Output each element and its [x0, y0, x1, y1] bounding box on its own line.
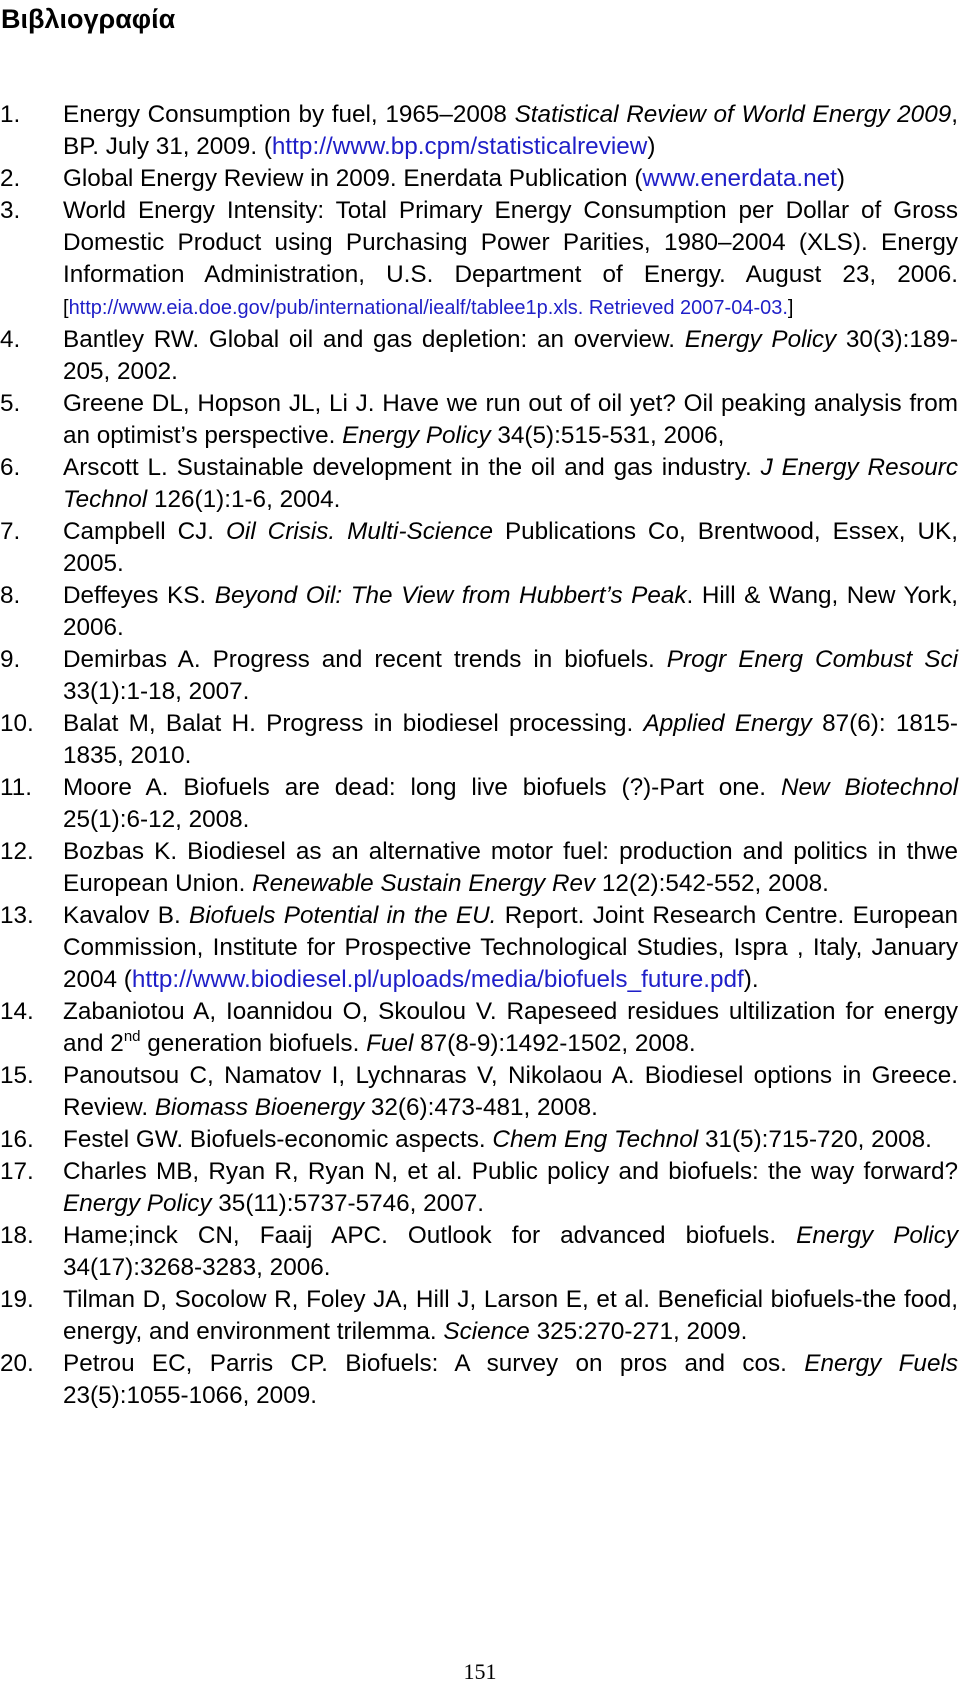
reference-text [63, 1060, 958, 1124]
reference-number: 16. [0, 1126, 34, 1153]
reference-text-segment: 126(1):1-6, 2004. [147, 486, 341, 513]
reference-text-segment: Arscott L. Sustainable development in the oil and gas industry. [63, 454, 761, 481]
reference-number: 5. [0, 390, 21, 417]
reference-text [63, 772, 958, 836]
reference-text [63, 708, 958, 772]
reference-italic-segment: Oil Crisis. [226, 518, 336, 545]
reference-text-segment: ) [647, 133, 656, 160]
reference-number: 19. [0, 1286, 34, 1313]
reference-list [0, 99, 958, 1412]
reference-text [63, 99, 958, 163]
reference-text [63, 195, 958, 324]
reference-italic-segment: Statistical Review of World Energy 2009 [514, 101, 952, 128]
reference-item [0, 644, 958, 708]
reference-item [0, 836, 958, 900]
reference-item [0, 195, 958, 324]
reference-text-segment: Greene DL, Hopson JL, Li J. Have we run out of oil yet? Oil peaking analysis from an optimist’s perspective. [63, 390, 958, 449]
reference-text-segment: Panoutsou C, Namatov I, Lychnaras V, Nikolaou A. Biodiesel options in Greece. Review. [63, 1062, 958, 1121]
reference-item [0, 708, 958, 772]
reference-text-segment: 12(2):542-552, 2008. [595, 870, 829, 897]
reference-number: 1. [0, 101, 21, 128]
reference-text-segment: 87(6): 1815-1835, 2010. [63, 710, 958, 769]
reference-text-segment: Charles MB, Ryan R, Ryan N, et al. Public policy and biofuels: the way forward? [63, 1158, 958, 1185]
reference-italic-segment: Beyond Oil: The View from Hubbert’s Peak [214, 582, 687, 609]
reference-item [0, 516, 958, 580]
reference-text-segment: Campbell CJ. [63, 518, 227, 545]
reference-item [0, 1060, 958, 1124]
reference-text-segment: Energy Consumption by fuel, 1965–2008 [63, 101, 515, 128]
reference-number: 15. [0, 1062, 34, 1089]
reference-item [0, 1284, 958, 1348]
reference-text-segment: generation biofuels. [140, 1030, 367, 1057]
reference-text-segment: 25(1):6-12, 2008. [63, 806, 250, 833]
reference-text [63, 516, 958, 580]
reference-text-segment [335, 518, 347, 545]
reference-text-segment: 325:270-271, 2009. [529, 1318, 748, 1345]
reference-number: 8. [0, 582, 21, 609]
reference-text-segment: Bozbas K. Biodiesel as an alternative motor fuel: production and politics in thwe European Union. [63, 838, 958, 897]
reference-text-segment: ) [836, 165, 846, 192]
reference-text-segment: Kavalov B. [63, 902, 190, 929]
reference-text-segment: Tilman D, Socolow R, Foley JA, Hill J, Larson E, et al. Beneficial biofuels-the food, energy, and environment trilemma. [63, 1286, 958, 1345]
reference-number: 11. [0, 774, 32, 801]
reference-text-segment: 87(8-9):1492-1502, 2008. [413, 1030, 696, 1057]
reference-italic-segment: Chem Eng Technol [492, 1126, 699, 1153]
reference-item [0, 1348, 958, 1412]
reference-italic-segment: Energy Fuels [804, 1350, 958, 1377]
reference-text [63, 1156, 958, 1220]
reference-text [63, 1284, 958, 1348]
reference-number: 3. [0, 197, 21, 224]
reference-italic-segment: Energy Policy [342, 422, 491, 449]
reference-number: 4. [0, 326, 21, 353]
reference-text-segment: . Hill & Wang, New York, 2006. [63, 582, 958, 641]
reference-text-segment: , BP. July 31, 2009. ( [63, 101, 958, 160]
reference-text-segment: ). [743, 966, 759, 993]
reference-italic-segment: Biofuels Potential in the EU. [189, 902, 497, 929]
reference-italic-segment: Multi-Science [347, 518, 493, 545]
reference-number: 13. [0, 902, 34, 929]
reference-item [0, 324, 958, 388]
reference-italic-segment: Energy Policy [796, 1222, 959, 1249]
page-number: 151 [463, 1659, 497, 1684]
reference-link[interactable]: www.enerdata.net [642, 165, 837, 192]
reference-text-segment: Hame;inck CN, Faaij APC. Outlook for advanced biofuels. [63, 1222, 797, 1249]
reference-link[interactable]: http://www.biodiesel.pl/uploads/media/biofuels_future.pdf [131, 966, 744, 993]
reference-italic-segment: Progr Energ Combust Sci [666, 646, 958, 673]
reference-text-segment: ] [787, 297, 794, 319]
reference-text-segment: 35(11):5737-5746, 2007. [211, 1190, 484, 1217]
reference-item [0, 772, 958, 836]
reference-number: 18. [0, 1222, 34, 1249]
reference-text-segment: 23(5):1055-1066, 2009. [63, 1382, 317, 1409]
reference-number: 10. [0, 710, 34, 737]
reference-text-segment: Demirbas A. Progress and recent trends in biofuels. [63, 646, 667, 673]
reference-item [0, 1156, 958, 1220]
reference-number: 17. [0, 1158, 34, 1185]
reference-text-segment: Petrou EC, Parris CP. Biofuels: A survey on pros and cos. [63, 1350, 805, 1377]
reference-text-segment: [ [63, 297, 69, 319]
reference-number: 20. [0, 1350, 34, 1377]
reference-text-segment: 34(17):3268-3283, 2006. [63, 1254, 331, 1281]
reference-text [63, 1348, 958, 1412]
reference-text [63, 900, 958, 996]
reference-text-segment: 33(1):1-18, 2007. [63, 678, 250, 705]
reference-text [63, 644, 958, 708]
reference-text-segment: Zabaniotou A, Ioannidou O, Skoulou V. Rapeseed residues ultilization for energy and 2 [63, 998, 958, 1057]
reference-item [0, 452, 958, 516]
reference-text-segment: 34(5):515-531, 2006, [490, 422, 725, 449]
reference-item [0, 163, 958, 195]
reference-number: 12. [0, 838, 34, 865]
reference-text-segment: Report. Joint Research Centre. European Commission, Institute for Prospective Technological Studies, Ispra , Italy, January 2004 ( [63, 902, 958, 993]
reference-italic-segment: Energy Policy [684, 326, 837, 353]
reference-link[interactable]: http://www.bp.cpm/statisticalreview [271, 133, 648, 160]
reference-text [63, 580, 958, 644]
reference-text [63, 388, 958, 452]
reference-italic-segment: New Biotechnol [780, 774, 958, 801]
reference-text-segment: Festel GW. Biofuels-economic aspects. [63, 1126, 493, 1153]
reference-link[interactable]: http://www.eia.doe.gov/pub/international/iealf/tablee1p.xls. Retrieved 2007-04-03. [68, 297, 788, 319]
reference-text-segment: Moore A. Biofuels are dead: long live biofuels (?)-Part one. [63, 774, 781, 801]
reference-text-segment: 32(6):473-481, 2008. [364, 1094, 598, 1121]
reference-text-segment: Bantley RW. Global oil and gas depletion: an overview. [63, 326, 685, 353]
reference-item [0, 1220, 958, 1284]
reference-text-segment: Deffeyes KS. [63, 582, 215, 609]
reference-number: 7. [0, 518, 21, 545]
reference-item [0, 1124, 958, 1156]
reference-italic-segment: Renewable Sustain Energy Rev [252, 870, 596, 897]
reference-text [63, 324, 958, 388]
reference-number: 9. [0, 646, 21, 673]
reference-italic-segment: Energy Policy [63, 1190, 212, 1217]
reference-number: 2. [0, 165, 21, 192]
reference-text-segment: Balat M, Balat H. Progress in biodiesel processing. [63, 710, 644, 737]
reference-text [63, 1220, 958, 1284]
reference-item [0, 996, 958, 1060]
reference-text-segment: Global Energy Review in 2009. Enerdata Publication ( [63, 165, 643, 192]
reference-superscript: nd [123, 1028, 141, 1045]
reference-text-segment: World Energy Intensity: Total Primary Energy Consumption per Dollar of Gross Domestic Product using Purchasing Power Parities, 1980–2004 (XLS). Energy Information Administration, U.S. Department of Energy. August 23, 2006. [63, 197, 958, 288]
reference-text-segment: 31(5):715-720, 2008. [698, 1126, 932, 1153]
reference-text [63, 1124, 958, 1156]
reference-text [63, 996, 958, 1060]
reference-text [63, 836, 958, 900]
reference-italic-segment: Applied Energy [643, 710, 812, 737]
reference-text [63, 163, 958, 195]
page-title: Βιβλιογραφία [1, 4, 176, 34]
reference-item [0, 900, 958, 996]
reference-text-segment: Publications Co, Brentwood, Essex, UK, 2005. [63, 518, 958, 577]
reference-number: 6. [0, 454, 21, 481]
reference-italic-segment: Biomass Bioenergy [154, 1094, 365, 1121]
reference-italic-segment: J Energy Resourc Technol [63, 454, 958, 513]
reference-item [0, 388, 958, 452]
reference-italic-segment: Science [443, 1318, 530, 1345]
reference-italic-segment: Fuel [366, 1030, 414, 1057]
reference-number: 14. [0, 998, 34, 1025]
reference-item [0, 580, 958, 644]
reference-text [63, 452, 958, 516]
reference-item [0, 99, 958, 163]
reference-text-segment: 30(3):189-205, 2002. [63, 326, 958, 385]
